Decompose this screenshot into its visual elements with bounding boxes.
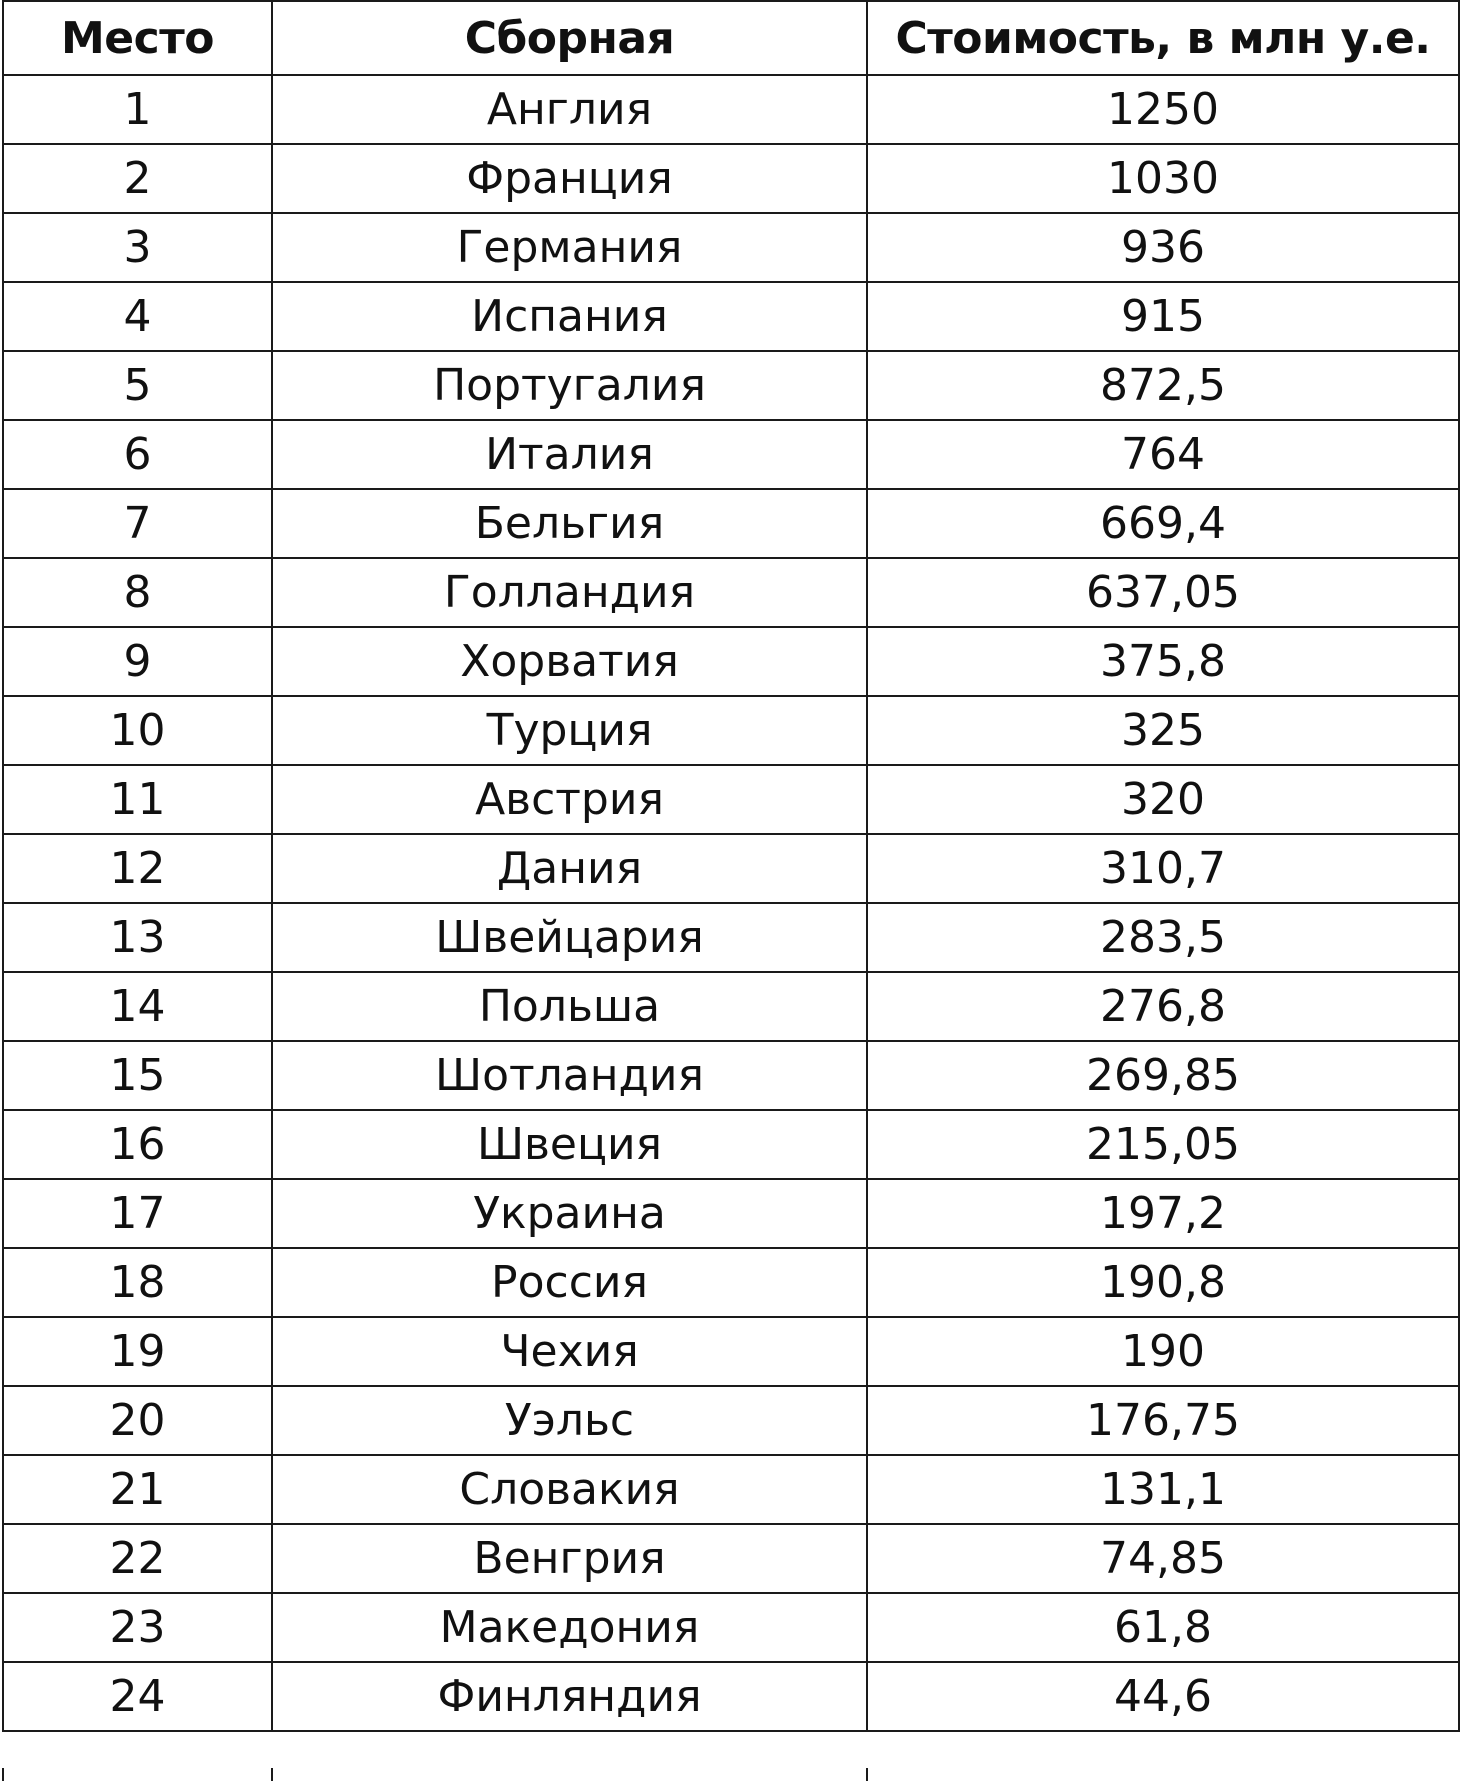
team-cell[interactable]: Турция <box>272 696 867 765</box>
table-row <box>3 1110 1459 1179</box>
team-cell[interactable]: Германия <box>272 213 867 282</box>
team-cell[interactable]: Уэльс <box>272 1386 867 1455</box>
value-cell[interactable]: 269,85 <box>867 1041 1459 1110</box>
table-row <box>3 972 1459 1041</box>
table-row <box>3 1524 1459 1593</box>
team-cell[interactable]: Голландия <box>272 558 867 627</box>
value-cell[interactable]: 764 <box>867 420 1459 489</box>
table-row <box>3 213 1459 282</box>
value-cell[interactable]: 310,7 <box>867 834 1459 903</box>
team-cell[interactable]: Чехия <box>272 1317 867 1386</box>
value-cell[interactable]: 1030 <box>867 144 1459 213</box>
team-cell[interactable]: Англия <box>272 75 867 144</box>
place-cell[interactable]: 12 <box>3 834 272 903</box>
place-cell[interactable]: 2 <box>3 144 272 213</box>
team-cell[interactable]: Швеция <box>272 1110 867 1179</box>
value-cell[interactable]: 190 <box>867 1317 1459 1386</box>
table-header <box>3 1 1459 75</box>
table-row <box>3 1179 1459 1248</box>
grid-line <box>866 1768 868 1781</box>
place-cell[interactable]: 6 <box>3 420 272 489</box>
grid-line <box>271 1768 273 1781</box>
place-cell[interactable]: 8 <box>3 558 272 627</box>
value-cell[interactable]: 915 <box>867 282 1459 351</box>
value-cell[interactable]: 1250 <box>867 75 1459 144</box>
place-cell[interactable]: 21 <box>3 1455 272 1524</box>
place-cell[interactable]: 3 <box>3 213 272 282</box>
value-cell[interactable]: 176,75 <box>867 1386 1459 1455</box>
table-body <box>3 75 1459 1731</box>
table-row <box>3 1041 1459 1110</box>
value-cell[interactable]: 637,05 <box>867 558 1459 627</box>
value-cell[interactable]: 936 <box>867 213 1459 282</box>
table-row <box>3 282 1459 351</box>
team-cell[interactable]: Россия <box>272 1248 867 1317</box>
value-cell[interactable]: 190,8 <box>867 1248 1459 1317</box>
team-cell[interactable]: Австрия <box>272 765 867 834</box>
place-cell[interactable]: 22 <box>3 1524 272 1593</box>
table-row <box>3 1317 1459 1386</box>
value-cell[interactable]: 74,85 <box>867 1524 1459 1593</box>
value-cell[interactable]: 276,8 <box>867 972 1459 1041</box>
table-row <box>3 696 1459 765</box>
place-cell[interactable]: 23 <box>3 1593 272 1662</box>
team-cell[interactable]: Венгрия <box>272 1524 867 1593</box>
place-cell[interactable]: 15 <box>3 1041 272 1110</box>
team-value-table <box>2 0 1460 1732</box>
table-row <box>3 351 1459 420</box>
value-cell[interactable]: 375,8 <box>867 627 1459 696</box>
table-row <box>3 1593 1459 1662</box>
team-cell[interactable]: Швейцария <box>272 903 867 972</box>
table-row <box>3 1386 1459 1455</box>
place-cell[interactable]: 20 <box>3 1386 272 1455</box>
team-cell[interactable]: Польша <box>272 972 867 1041</box>
team-cell[interactable]: Франция <box>272 144 867 213</box>
team-cell[interactable]: Шотландия <box>272 1041 867 1110</box>
header-row <box>3 1 1459 75</box>
header-team[interactable]: Сборная <box>272 1 867 75</box>
team-cell[interactable]: Хорватия <box>272 627 867 696</box>
place-cell[interactable]: 10 <box>3 696 272 765</box>
place-cell[interactable]: 14 <box>3 972 272 1041</box>
header-place[interactable]: Место <box>3 1 272 75</box>
header-value[interactable]: Стоимость, в млн у.е. <box>867 1 1459 75</box>
table-row <box>3 75 1459 144</box>
team-cell[interactable]: Дания <box>272 834 867 903</box>
place-cell[interactable]: 1 <box>3 75 272 144</box>
place-cell[interactable]: 24 <box>3 1662 272 1731</box>
place-cell[interactable]: 11 <box>3 765 272 834</box>
value-cell[interactable]: 61,8 <box>867 1593 1459 1662</box>
value-cell[interactable]: 215,05 <box>867 1110 1459 1179</box>
table-row <box>3 420 1459 489</box>
value-cell[interactable]: 44,6 <box>867 1662 1459 1731</box>
place-cell[interactable]: 4 <box>3 282 272 351</box>
value-cell[interactable]: 325 <box>867 696 1459 765</box>
place-cell[interactable]: 18 <box>3 1248 272 1317</box>
team-cell[interactable]: Бельгия <box>272 489 867 558</box>
team-cell[interactable]: Италия <box>272 420 867 489</box>
team-cell[interactable]: Финляндия <box>272 1662 867 1731</box>
table-row <box>3 903 1459 972</box>
value-cell[interactable]: 669,4 <box>867 489 1459 558</box>
place-cell[interactable]: 17 <box>3 1179 272 1248</box>
team-cell[interactable]: Словакия <box>272 1455 867 1524</box>
team-cell[interactable]: Украина <box>272 1179 867 1248</box>
place-cell[interactable]: 5 <box>3 351 272 420</box>
place-cell[interactable]: 16 <box>3 1110 272 1179</box>
value-cell[interactable]: 320 <box>867 765 1459 834</box>
next-row-edge <box>2 1768 1458 1781</box>
team-cell[interactable]: Португалия <box>272 351 867 420</box>
table-row <box>3 765 1459 834</box>
table-row <box>3 834 1459 903</box>
value-cell[interactable]: 197,2 <box>867 1179 1459 1248</box>
table-row <box>3 1248 1459 1317</box>
table-row <box>3 144 1459 213</box>
place-cell[interactable]: 19 <box>3 1317 272 1386</box>
table-row <box>3 489 1459 558</box>
table-row <box>3 627 1459 696</box>
place-cell[interactable]: 9 <box>3 627 272 696</box>
team-cell[interactable]: Македония <box>272 1593 867 1662</box>
place-cell[interactable]: 13 <box>3 903 272 972</box>
place-cell[interactable]: 7 <box>3 489 272 558</box>
team-cell[interactable]: Испания <box>272 282 867 351</box>
value-cell[interactable]: 131,1 <box>867 1455 1459 1524</box>
value-cell[interactable]: 872,5 <box>867 351 1459 420</box>
table-row <box>3 558 1459 627</box>
table-row <box>3 1455 1459 1524</box>
table-row <box>3 1662 1459 1731</box>
value-cell[interactable]: 283,5 <box>867 903 1459 972</box>
